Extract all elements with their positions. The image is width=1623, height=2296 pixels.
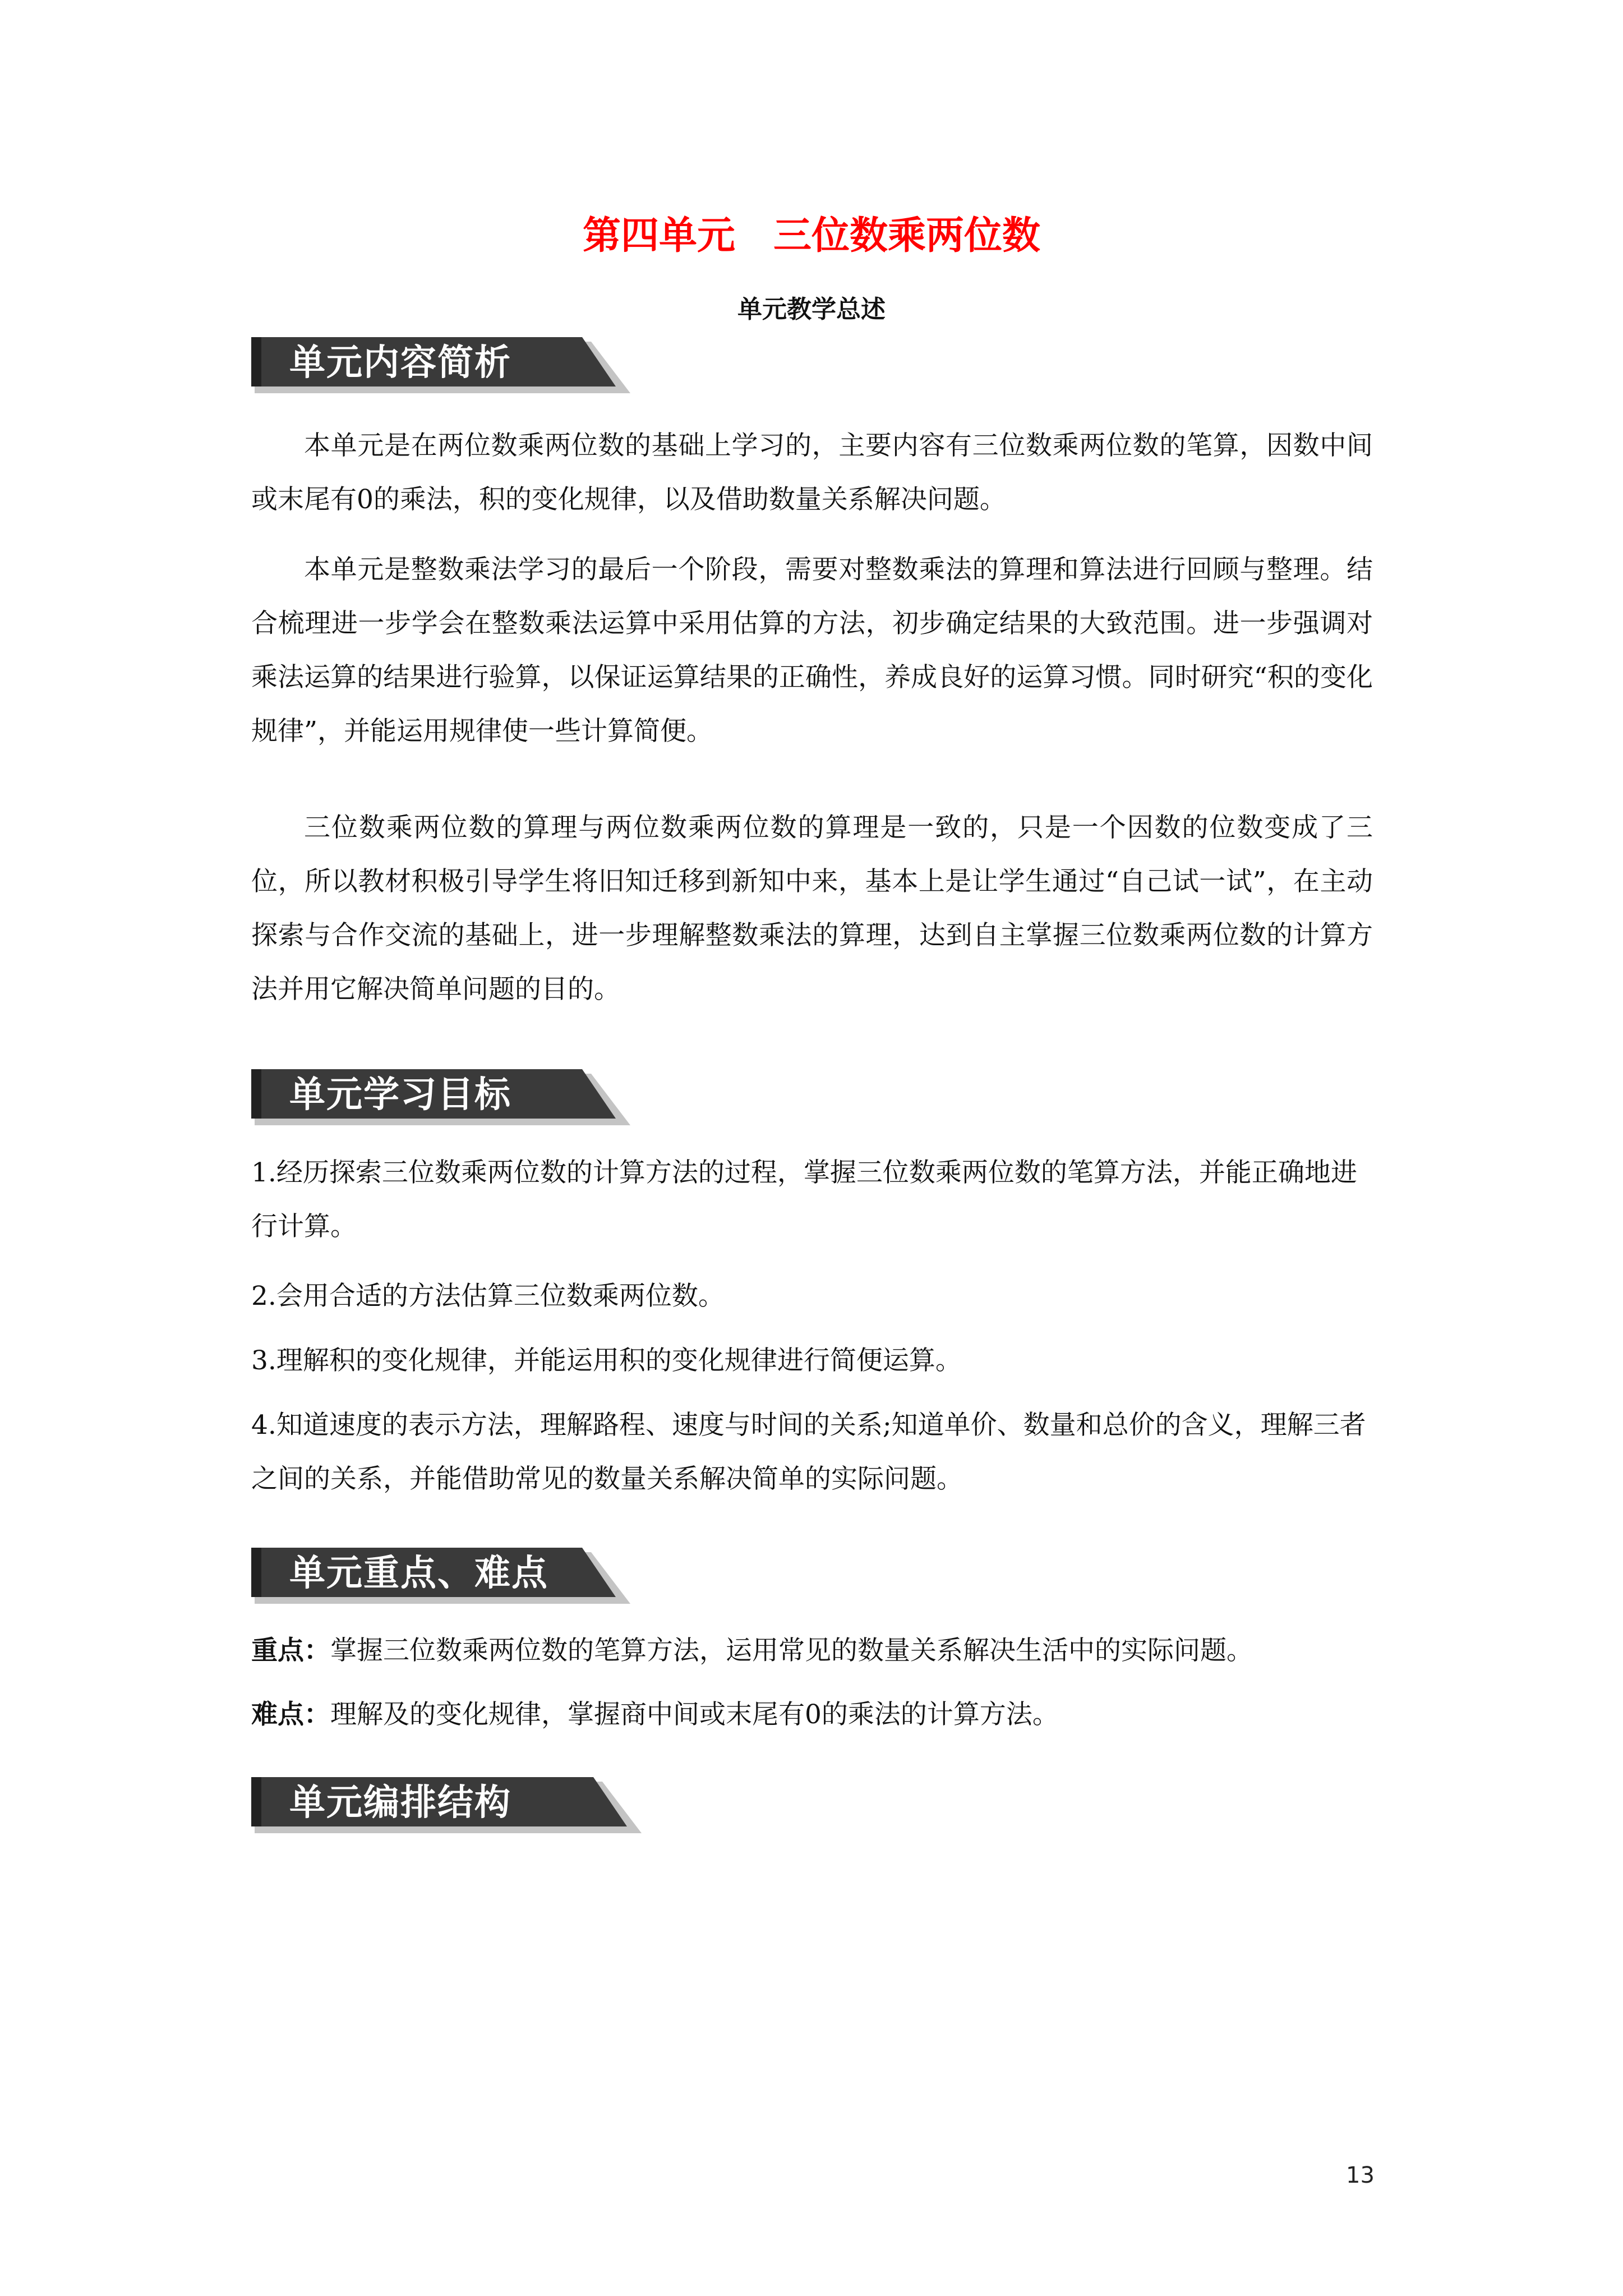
section-heading: 单元编排结构: [289, 1782, 511, 1824]
difficult-point-line: [251, 1688, 1373, 1742]
difficult-point-label: 难点：: [251, 1699, 330, 1730]
content-paragraph-2: 本单元是整数乘法学习的最后一个阶段，需要对整数乘法的算理和算法进行回顾与整理。结合梳理进一步学会在整数乘法运算中采用估算的方法，初步确定结果的大致范围。进一步强调对乘法运算的结果进行验算，以保证运算结果的正确性，养成良好的运算习惯。同时研究“积的变化规律”，并能运用规律使一些计算简便。: [251, 554, 1373, 747]
key-point-label: 重点：: [251, 1635, 330, 1666]
key-point-text: 掌握三位数乘两位数的笔算方法，运用常见的数量关系解决生活中的实际问题。: [330, 1635, 1253, 1666]
content-paragraph-1: 本单元是在两位数乘两位数的基础上学习的，主要内容有三位数乘两位数的笔算，因数中间或末尾有0的乘法，积的变化规律，以及借助数量关系解决问题。: [251, 430, 1373, 515]
goal-item-1: 1.经历探索三位数乘两位数的计算方法的过程，掌握三位数乘两位数的笔算方法，并能正确地进行计算。: [251, 1157, 1357, 1242]
section-banner-content-analysis: [251, 334, 633, 395]
difficult-point-text: 理解及的变化规律，掌握商中间或末尾有0的乘法的计算方法。: [330, 1699, 1059, 1730]
section-banner-key-points: [251, 1544, 633, 1606]
goal-item-3: 3.理解积的变化规律，并能运用积的变化规律进行简便运算。: [251, 1345, 962, 1376]
goal-item-2: 2.会用合适的方法估算三位数乘两位数。: [251, 1281, 725, 1312]
page-number: 13: [1346, 2162, 1375, 2188]
key-point-line: [251, 1624, 1373, 1678]
document-title: 第四单元 三位数乘两位数: [582, 213, 1040, 258]
section-heading: 单元学习目标: [289, 1074, 511, 1116]
section-banner-learning-goals: [251, 1066, 633, 1128]
section-heading: 单元内容简析: [289, 342, 511, 384]
goal-item-4: 4.知道速度的表示方法，理解路程、速度与时间的关系;知道单价、数量和总价的含义，理解三者之间的关系，并能借助常见的数量关系解决简单的实际问题。: [251, 1410, 1366, 1494]
section-banner-structure: [251, 1774, 644, 1835]
content-paragraph-3: 三位数乘两位数的算理与两位数乘两位数的算理是一致的，只是一个因数的位数变成了三位，所以教材积极引导学生将旧知迁移到新知中来，基本上是让学生通过“自己试一试”，在主动探索与合作交流的基础上，进一步理解整数乘法的算理，达到自主掌握三位数乘两位数的计算方法并用它解决简单问题的目的。: [251, 812, 1373, 1005]
section-heading: 单元重点、难点: [289, 1553, 548, 1594]
document-subtitle: 单元教学总述: [737, 295, 886, 324]
